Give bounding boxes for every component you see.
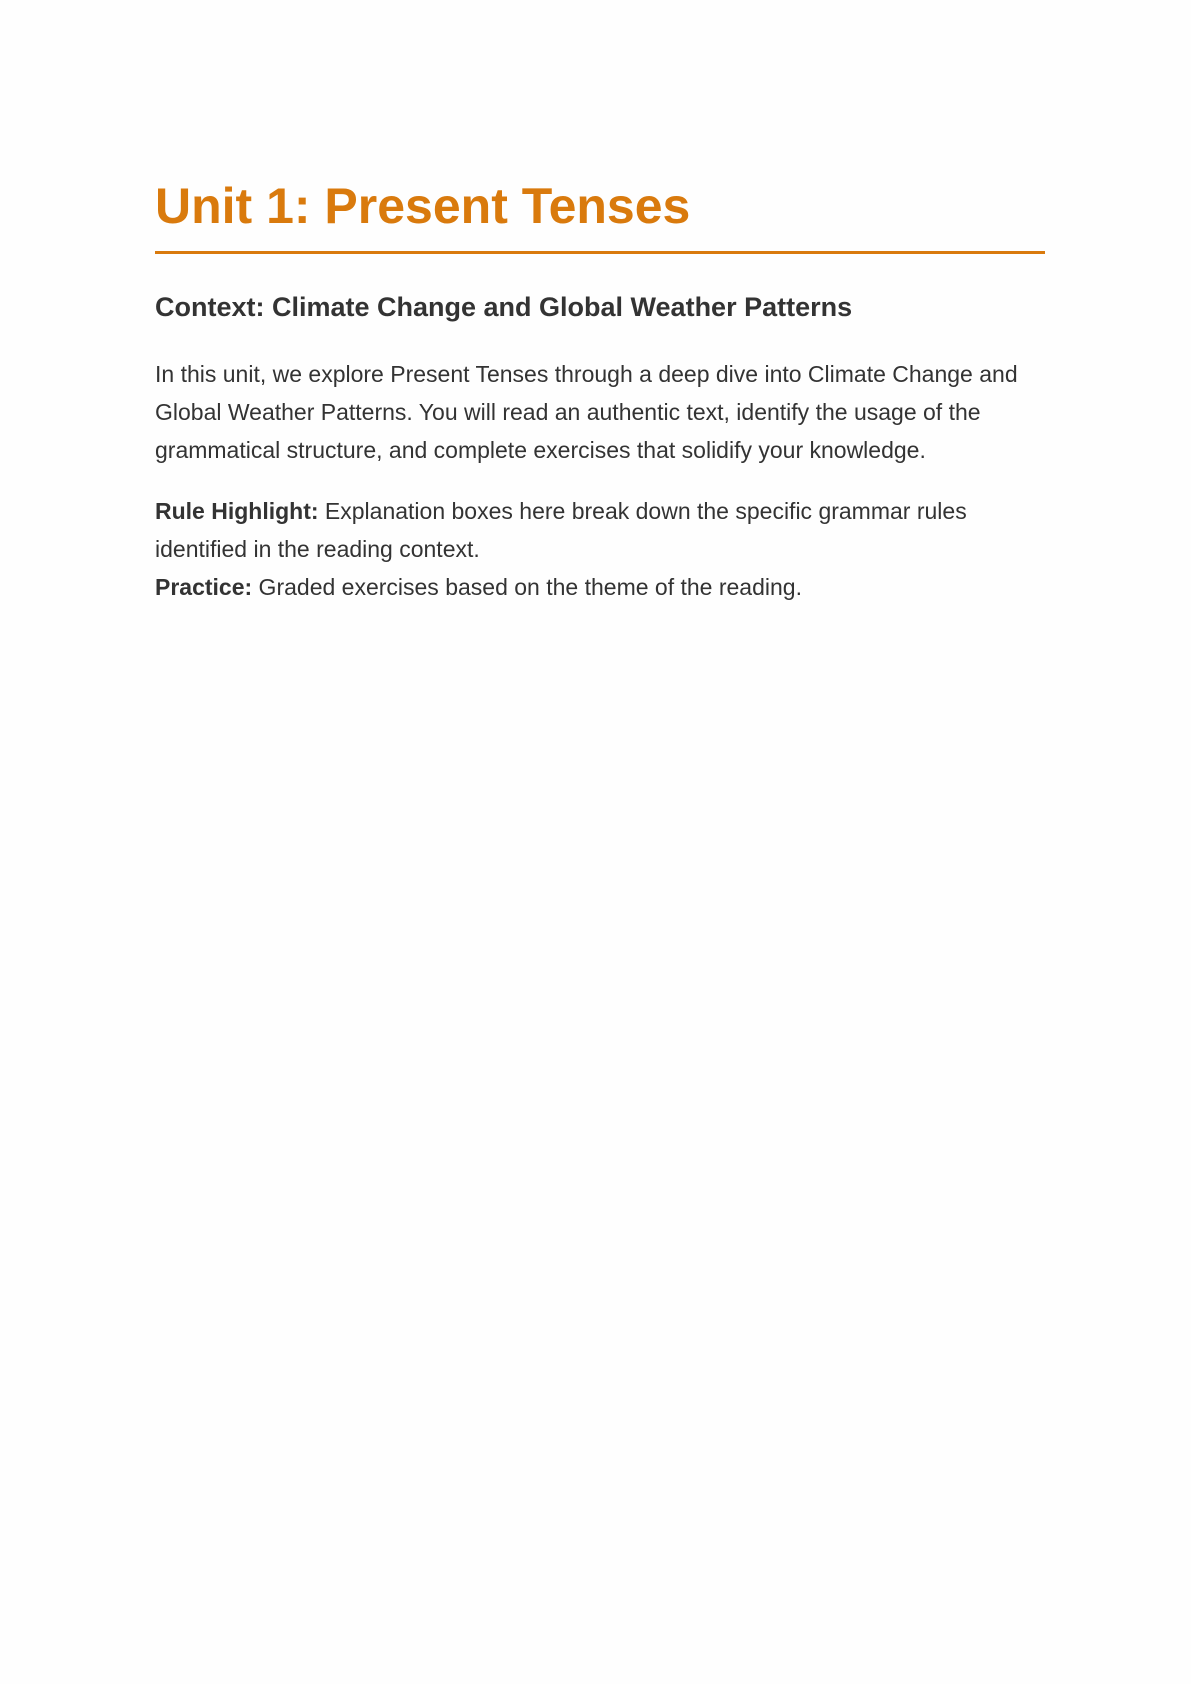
practice-label: Practice: [155,574,253,600]
notes-block [155,492,1045,606]
title-divider [155,251,1045,254]
context-heading: Context: Climate Change and Global Weather Patterns [155,292,853,322]
rule-highlight-text: Explanation boxes here break down the specific grammar rules identified in the reading context. [155,498,967,562]
unit-title: Unit 1: Present Tenses [155,178,691,234]
rule-highlight-label: Rule Highlight: [155,498,319,524]
intro-paragraph: In this unit, we explore Present Tenses through a deep dive into Climate Change and Global Weather Patterns. You will read an authentic text, identify the usage of the grammatical structure, and complete exercises that solidify your knowledge. [155,361,1018,463]
practice-text: Graded exercises based on the theme of the reading. [252,574,802,600]
